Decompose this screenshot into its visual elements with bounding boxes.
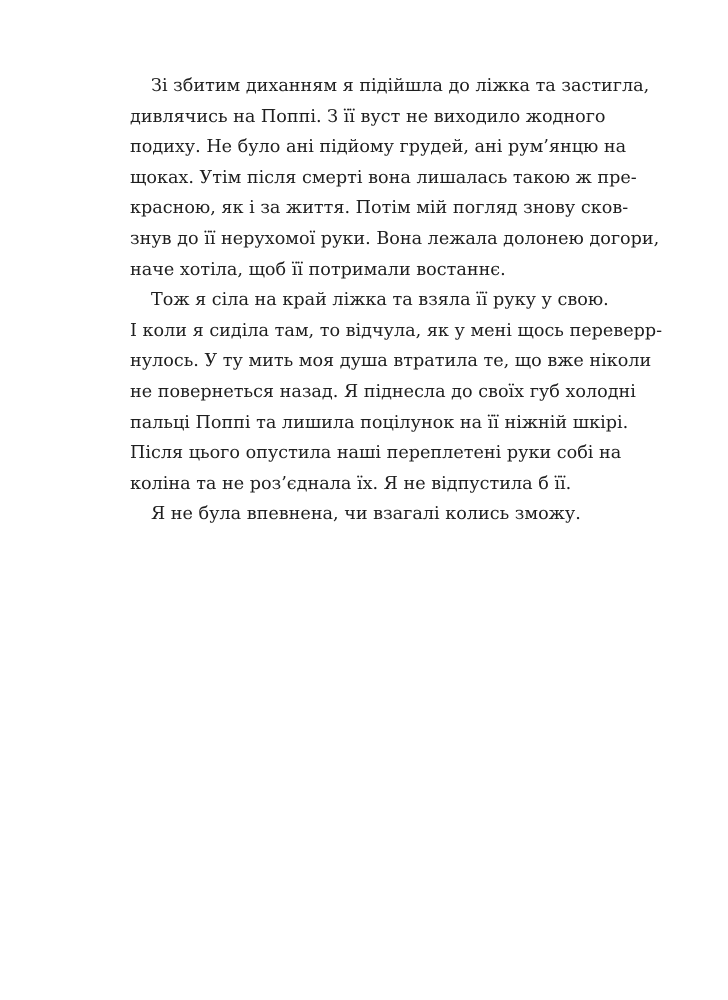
text-line: коліна та не роз’єднала їх. Я не відпустила б її. — [130, 473, 572, 494]
text-line: наче хотіла, щоб її потримали востаннє. — [130, 259, 506, 280]
page-text — [130, 71, 663, 530]
text-line: Зі збитим диханням я підійшла до ліжка та застигла, — [151, 76, 650, 96]
text-line: не повернеться назад. Я піднесла до своїх губ холодні — [130, 381, 636, 402]
text-line: щоках. Утім після смерті вона лишалась такою ж пре- — [130, 167, 637, 188]
paragraph-3 — [130, 499, 588, 530]
text-line: І коли я сиділа там, то відчула, як у мені щось переверр- — [130, 320, 663, 341]
text-line: дивлячись на Поппі. З її вуст не виходило жодного — [130, 106, 606, 127]
text-line: знув до її нерухомої руки. Вона лежала долонею догори, — [130, 228, 660, 249]
paragraph-1 — [130, 71, 660, 285]
text-line: Тож я сіла на край ліжка та взяла її руку у свою. — [151, 290, 609, 311]
text-line: Після цього опустила наші переплетені руки собі на — [130, 443, 622, 464]
paragraph-2 — [130, 285, 663, 499]
text-line: нулось. У ту мить моя душа втратила те, що вже ніколи — [130, 351, 652, 372]
text-line: красною, як і за життя. Потім мій погляд знову сков- — [130, 198, 629, 219]
text-line: подиху. Не було ані підйому грудей, ані рум’янцю на — [130, 137, 627, 158]
text-line: пальці Поппі та лишила поцілунок на її ніжній шкірі. — [130, 412, 629, 433]
text-line: Я не була впевнена, чи взагалі колись зможу. — [151, 504, 581, 525]
